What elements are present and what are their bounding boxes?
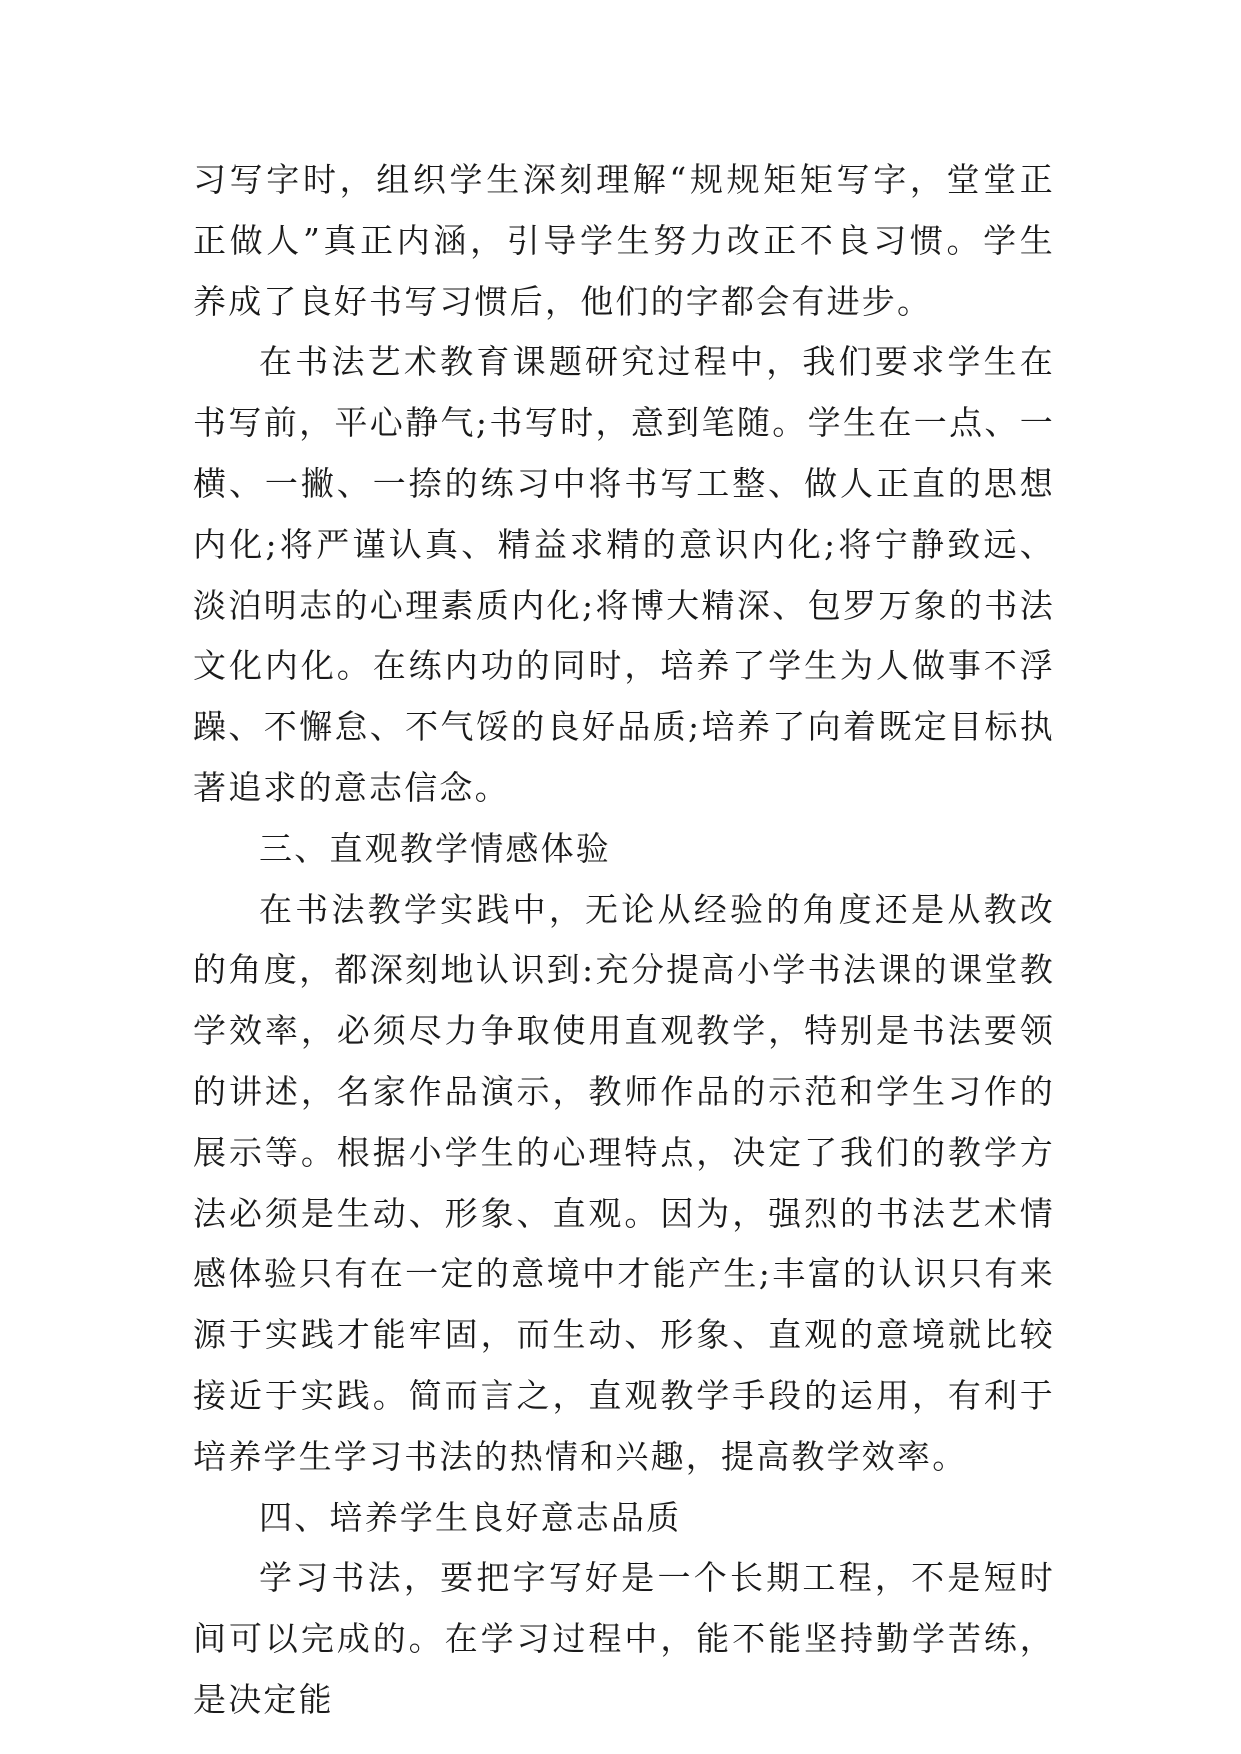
paragraph-calligraphy-research: 在书法艺术教育课题研究过程中，我们要求学生在书写前，平心静气;书写时，意到笔随。学生在一点、一横、一撇、一捺的练习中将书写工整、做人正直的思想内化;将严谨认真、精益求精的意识内化;将宁静致远、淡泊明志的心理素质内化;将博大精深、包罗万象的书法文化内化。在练内功的同时，培养了学生为人做事不浮躁、不懈怠、不气馁的良好品质;培养了向着既定目标执著追求的意志信念。 [193, 342, 1055, 807]
paragraph-intuitive-teaching: 在书法教学实践中，无论从经验的角度还是从教改的角度，都深刻地认识到:充分提高小学书法课的课堂教学效率，必须尽力争取使用直观教学，特别是书法要领的讲述，名家作品演示，教师作品的示范和学生习作的展示等。根据小学生的心理特点，决定了我们的教学方法必须是生动、形象、直观。因为，强烈的书法艺术情感体验只有在一定的意境中才能产生;丰富的认识只有来源于实践才能牢固，而生动、形象、直观的意境就比较接近于实践。简而言之，直观教学手段的运用，有利于培养学生学习书法的热情和兴趣，提高教学效率。 [193, 889, 1055, 1476]
paragraph-will-quality: 学习书法，要把字写好是一个长期工程，不是短时间可以完成的。在学习过程中，能不能坚持勤学苦练，是决定能 [193, 1558, 1055, 1719]
paragraph-continuation: 习写字时，组织学生深刻理解“规规矩矩写字，堂堂正正做人”真正内涵，引导学生努力改正不良习惯。学生养成了良好书写习惯后，他们的字都会有进步。 [193, 160, 1055, 321]
section-heading-four: 四、培养学生良好意志品质 [259, 1497, 682, 1537]
document-page [193, 150, 1055, 1731]
section-heading-three: 三、直观教学情感体验 [259, 828, 611, 868]
